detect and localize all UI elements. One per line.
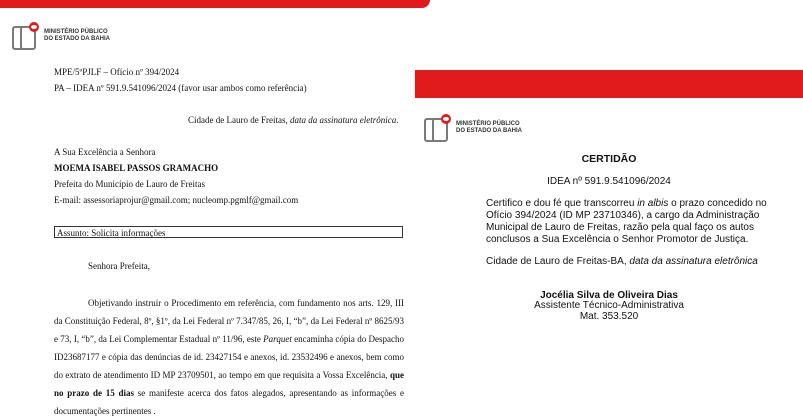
city-date-italic: data da assinatura eletrônica (289, 115, 397, 125)
cert-body-2: o prazo concedido no Ofício 394/2024 (ID MP 23710346), a cargo da Administração Municipal de Lauro de Freitas, razão pela qual faço os autos conclusos a Sua Excelência o Senhor Promotor de Justiça. (486, 198, 767, 245)
cert-body-1: Certifico e dou fé que transcorreu (486, 198, 638, 209)
body-text-2: encaminha cópia do Despacho ID23687177 e cópia das denúncias de id. 23427154 e anexos, id. 23532496 e anexos, bem como do extrato de atendimento ID MP 23709501, ao tempo em que requisita a Vossa Excelência, (54, 334, 404, 380)
mp-logo-icon (424, 114, 452, 142)
signer-role: Assistente Técnico-Administrativa (534, 300, 684, 311)
logo-line-1: MINISTÉRIO PÚBLICO (456, 121, 520, 127)
logo-line-2: DO ESTADO DA BAHIA (44, 36, 110, 42)
mp-logo-icon (12, 22, 40, 50)
logo-line-2: DO ESTADO DA BAHIA (456, 128, 522, 134)
cert-body-italic: in albis (637, 198, 669, 209)
body-text-3: se manifeste acerca dos fatos alegados, apresentando as informações e documentações pertinentes . (54, 388, 404, 416)
idea-number: IDEA nº 591.9.541096/2024 (547, 176, 671, 187)
right-red-band (415, 70, 803, 98)
certidao-body (486, 198, 790, 246)
ref-line-2: PA – IDEA nº 591.9.541096/2024 (favor usar ambos como referência) (54, 83, 307, 93)
ref-line-1: MPE/5ºPJLF – Ofício nº 394/2024 (54, 67, 180, 77)
email-line: E-mail: assessoriaprojur@gmail.com; nucleomp.pgmlf@gmail.com (54, 195, 299, 205)
logo-line-1: MINISTÉRIO PÚBLICO (44, 29, 108, 35)
mp-bahia-logo-right (424, 114, 522, 142)
body-text-1: Objetivando instruir o Procedimento em referência, com fundamento nos arts. 129, III da Constituição Federal, 8º, §1º, da Lei Federal nº 7.347/85, 26, I, “b”, da Lei Federal nº 8625/93 e 73, I, “b”, da Lei Complementar Estadual nº 11/96, este (54, 298, 404, 344)
cert-city-prefix: Cidade de Lauro de Freitas-BA, (486, 256, 630, 267)
city-date-prefix: Cidade de Lauro de Freitas, (188, 115, 290, 125)
city-date-suffix: . (396, 115, 399, 125)
signer-reg: Mat. 353.520 (579, 311, 639, 322)
body-paragraph (54, 294, 404, 420)
signer-name: Jocélia Silva de Oliveira Dias (540, 290, 678, 301)
mp-bahia-logo (12, 22, 110, 50)
recipient-role: Prefeita do Município de Lauro de Freitas (54, 179, 205, 189)
recipient-name: MOEMA ISABEL PASSOS GRAMACHO (54, 163, 219, 173)
cert-city-date (486, 256, 786, 268)
city-date-line (188, 114, 398, 126)
cert-city-italic: data da assinatura eletrônica (629, 256, 758, 267)
subject-box: Assunto: Solicita informações (54, 226, 403, 238)
top-red-band (0, 0, 430, 8)
to-line: A Sua Excelência a Senhora (54, 147, 156, 157)
body-bold: que no prazo de 15 dias (54, 370, 404, 398)
greeting: Senhora Prefeita, (88, 261, 150, 271)
body-italic: Parquet (263, 334, 292, 344)
certidao-title: CERTIDÃO (581, 153, 637, 165)
